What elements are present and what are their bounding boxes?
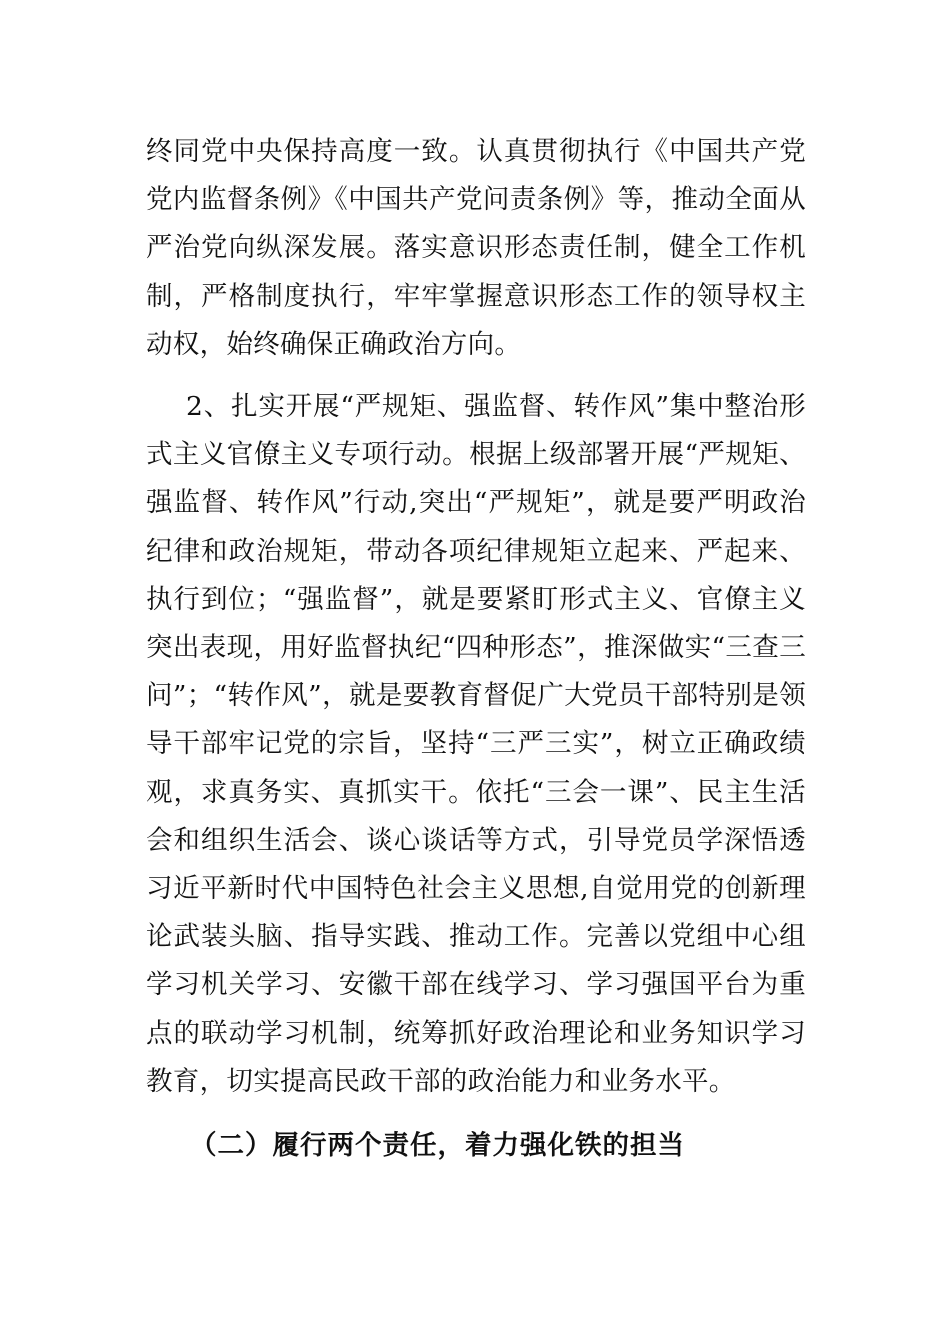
paragraph-continuation: 终同党中央保持高度一致。认真贯彻执行《中国共产党党内监督条例》《中国共产党问责条例》等，推动全面从严治党向纵深发展。落实意识形态责任制，健全工作机制，严格制度执行，牢牢掌握意识形态工作的领导权主动权，始终确保正确政治方向。: [146, 136, 806, 360]
paragraph-item-2: 2、扎实开展“严规矩、强监督、转作风”集中整治形式主义官僚主义专项行动。根据上级部署开展“严规矩、强监督、转作风”行动,突出“严规矩”，就是要严明政治纪律和政治规矩，带动各项纪律规矩立起来、严起来、执行到位；“强监督”，就是要紧盯形式主义、官僚主义突出表现，用好监督执纪“四种形态”，推深做实“三查三问”；“转作风”，就是要教育督促广大党员干部特别是领导干部牢记党的宗旨，坚持“三严三实”，树立正确政绩观，求真务实、真抓实干。依托“三会一课”、民主生活会和组织生活会、谈心谈话等方式，引导党员学深悟透习近平新时代中国特色社会主义思想,自觉用党的创新理论武装头脑、指导实践、推动工作。完善以党组中心组学习机关学习、安徽干部在线学习、学习强国平台为重点的联动学习机制，统筹抓好政治理论和业务知识学习教育，切实提高民政干部的政治能力和业务水平。: [146, 391, 806, 1097]
document-body: [146, 128, 806, 1174]
section-heading: （二）履行两个责任，着力强化铁的担当: [190, 1130, 685, 1162]
